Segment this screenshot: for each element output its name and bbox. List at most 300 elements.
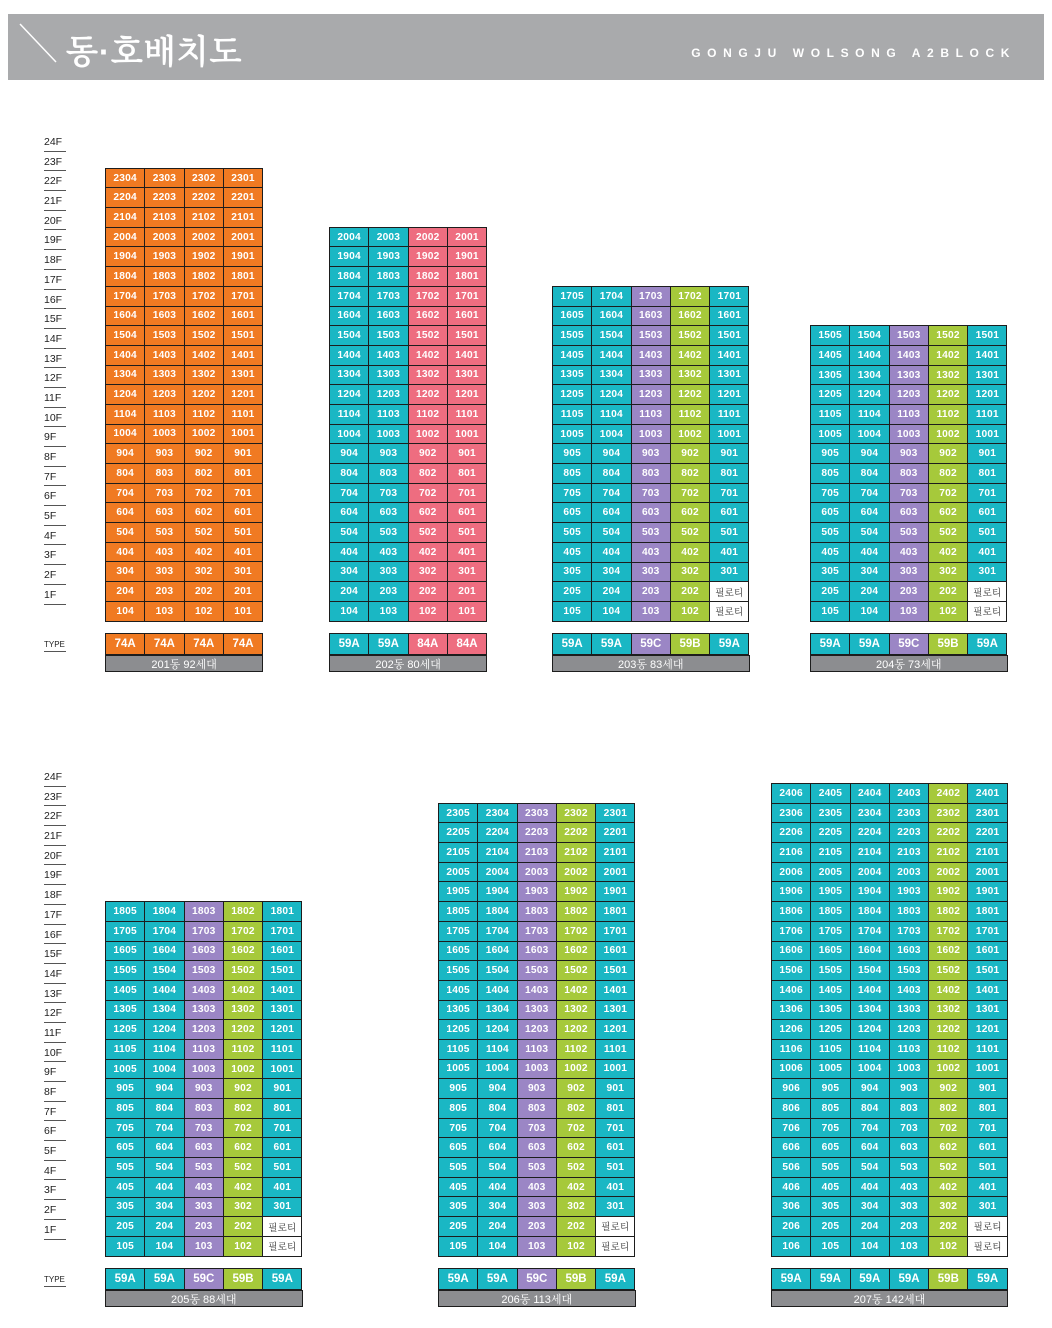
unit-cell: 2304 — [851, 804, 889, 823]
unit-cell: 1204 — [478, 1020, 516, 1039]
unit-cell: 504 — [592, 523, 630, 542]
unit-cell: 1202 — [671, 385, 709, 404]
unit-cell: 2105 — [439, 843, 477, 862]
type-cell: 74A — [185, 634, 223, 654]
unit-cell: 503 — [518, 1158, 556, 1177]
unit-cell: 1301 — [224, 366, 262, 385]
unit-cell: 202 — [929, 1217, 967, 1236]
unit-cell: 1604 — [106, 307, 144, 326]
unit-cell: 403 — [518, 1178, 556, 1197]
unit-cell: 603 — [518, 1138, 556, 1157]
building-202-name: 202동 80세대 — [329, 655, 487, 672]
unit-cell: 1401 — [448, 346, 486, 365]
unit-cell: 1903 — [518, 882, 556, 901]
unit-cell: 1003 — [890, 1060, 928, 1079]
unit-cell: 902 — [185, 444, 223, 463]
unit-cell: 2103 — [890, 843, 928, 862]
unit-cell: 104 — [106, 602, 144, 621]
unit-cell: 2005 — [439, 863, 477, 882]
unit-cell: 901 — [596, 1079, 634, 1098]
unit-cell: 903 — [890, 444, 928, 463]
unit-cell: 401 — [968, 1178, 1006, 1197]
unit-cell: 701 — [224, 484, 262, 503]
unit-cell: 602 — [557, 1138, 595, 1157]
unit-cell: 1001 — [968, 425, 1006, 444]
unit-cell: 1005 — [553, 425, 591, 444]
unit-cell: 604 — [851, 1138, 889, 1157]
unit-cell: 1001 — [710, 425, 748, 444]
piloti-cell: 필로티 — [596, 1237, 634, 1256]
unit-cell: 701 — [263, 1119, 301, 1138]
type-cell: 59A — [850, 634, 888, 654]
unit-cell: 1505 — [439, 961, 477, 980]
unit-cell: 604 — [478, 1138, 516, 1157]
unit-cell: 2205 — [439, 823, 477, 842]
unit-cell: 2303 — [890, 804, 928, 823]
unit-cell: 1205 — [811, 385, 849, 404]
unit-cell: 1604 — [592, 307, 630, 326]
unit-cell: 1402 — [929, 981, 967, 1000]
unit-cell: 1504 — [851, 961, 889, 980]
unit-cell: 302 — [224, 1198, 262, 1217]
unit-cell: 1803 — [369, 267, 407, 286]
unit-cell: 501 — [263, 1158, 301, 1177]
floor-label: 11F — [44, 1023, 66, 1043]
unit-cell: 1003 — [890, 425, 928, 444]
unit-cell: 602 — [671, 503, 709, 522]
unit-cell: 2002 — [185, 228, 223, 247]
unit-cell: 205 — [811, 582, 849, 601]
unit-cell: 1401 — [224, 346, 262, 365]
unit-cell: 1901 — [224, 247, 262, 266]
unit-cell: 1703 — [518, 922, 556, 941]
unit-cell: 1205 — [553, 385, 591, 404]
unit-cell: 605 — [106, 1138, 144, 1157]
unit-cell: 502 — [224, 1158, 262, 1177]
unit-cell: 202 — [671, 582, 709, 601]
unit-cell: 103 — [145, 602, 183, 621]
unit-cell: 1104 — [106, 405, 144, 424]
unit-cell: 1902 — [929, 882, 967, 901]
unit-cell: 1404 — [850, 346, 888, 365]
unit-cell: 802 — [224, 1099, 262, 1118]
unit-cell: 2406 — [772, 784, 810, 803]
unit-cell: 1202 — [557, 1020, 595, 1039]
unit-cell: 1305 — [811, 366, 849, 385]
unit-cell: 503 — [890, 1158, 928, 1177]
unit-cell: 601 — [263, 1138, 301, 1157]
unit-cell: 801 — [596, 1099, 634, 1118]
unit-cell: 2203 — [145, 188, 183, 207]
unit-cell: 804 — [592, 464, 630, 483]
unit-cell: 502 — [929, 523, 967, 542]
unit-cell: 604 — [330, 503, 368, 522]
unit-cell: 1502 — [929, 961, 967, 980]
unit-cell: 1804 — [851, 902, 889, 921]
floor-axis-bottom — [44, 767, 66, 1240]
unit-cell: 2304 — [478, 804, 516, 823]
piloti-cell: 필로티 — [263, 1237, 301, 1256]
unit-cell: 904 — [330, 444, 368, 463]
unit-cell: 1001 — [263, 1060, 301, 1079]
unit-cell: 403 — [185, 1178, 223, 1197]
unit-cell: 1505 — [811, 326, 849, 345]
unit-cell: 1203 — [518, 1020, 556, 1039]
unit-cell: 1305 — [811, 1001, 849, 1020]
unit-cell: 1101 — [596, 1040, 634, 1059]
unit-cell: 1103 — [518, 1040, 556, 1059]
unit-cell: 404 — [145, 1178, 183, 1197]
floor-label: 11F — [44, 388, 66, 408]
unit-cell: 1506 — [772, 961, 810, 980]
unit-cell: 403 — [890, 1178, 928, 1197]
unit-cell: 403 — [145, 543, 183, 562]
unit-cell: 1003 — [185, 1060, 223, 1079]
unit-cell: 303 — [185, 1198, 223, 1217]
unit-cell: 304 — [592, 563, 630, 582]
unit-cell: 504 — [478, 1158, 516, 1177]
unit-cell: 601 — [596, 1138, 634, 1157]
unit-cell: 1405 — [811, 346, 849, 365]
unit-cell: 202 — [929, 582, 967, 601]
building-204-type-row — [810, 633, 1007, 655]
unit-cell: 505 — [106, 1158, 144, 1177]
unit-cell: 2106 — [772, 843, 810, 862]
unit-cell: 102 — [671, 602, 709, 621]
unit-cell: 1106 — [772, 1040, 810, 1059]
unit-cell: 505 — [811, 1158, 849, 1177]
unit-cell: 305 — [811, 1197, 849, 1216]
unit-cell: 602 — [929, 1138, 967, 1157]
unit-cell: 804 — [850, 464, 888, 483]
unit-cell: 1304 — [145, 1001, 183, 1020]
unit-cell: 801 — [968, 464, 1006, 483]
type-label-bottom: TYPE — [44, 1272, 66, 1287]
unit-cell: 1701 — [263, 922, 301, 941]
unit-cell: 105 — [553, 602, 591, 621]
unit-cell: 502 — [557, 1158, 595, 1177]
floor-label: 24F — [44, 132, 66, 152]
unit-cell: 2002 — [409, 228, 447, 247]
unit-cell: 204 — [478, 1217, 516, 1236]
unit-cell: 1705 — [811, 922, 849, 941]
unit-cell: 104 — [478, 1237, 516, 1256]
unit-cell: 1802 — [557, 902, 595, 921]
unit-cell: 1406 — [772, 981, 810, 1000]
floor-label: 19F — [44, 230, 66, 250]
unit-cell: 1306 — [772, 1001, 810, 1020]
unit-cell: 1701 — [596, 922, 634, 941]
unit-cell: 1003 — [145, 425, 183, 444]
floor-label: 22F — [44, 806, 66, 826]
unit-cell: 2203 — [890, 823, 928, 842]
building-205-type-row — [105, 1268, 302, 1290]
unit-cell: 1202 — [929, 385, 967, 404]
floor-label: 6F — [44, 486, 66, 506]
unit-cell: 904 — [592, 444, 630, 463]
unit-cell: 1204 — [330, 385, 368, 404]
unit-cell: 1304 — [478, 1001, 516, 1020]
unit-cell: 1304 — [330, 366, 368, 385]
unit-cell: 1305 — [106, 1001, 144, 1020]
unit-cell: 1302 — [929, 1001, 967, 1020]
unit-cell: 1006 — [772, 1060, 810, 1079]
building-202-grid — [329, 227, 487, 622]
unit-cell: 2005 — [811, 863, 849, 882]
unit-cell: 704 — [330, 484, 368, 503]
unit-cell: 1302 — [224, 1001, 262, 1020]
unit-cell: 1203 — [369, 385, 407, 404]
unit-cell: 604 — [106, 503, 144, 522]
unit-cell: 2203 — [518, 823, 556, 842]
unit-cell: 1503 — [890, 326, 928, 345]
unit-cell: 2202 — [185, 188, 223, 207]
unit-cell: 903 — [518, 1079, 556, 1098]
page-title: 동·호배치도 — [66, 33, 243, 70]
unit-cell: 1501 — [710, 326, 748, 345]
unit-cell: 1604 — [145, 942, 183, 961]
unit-cell: 703 — [518, 1119, 556, 1138]
unit-cell: 1003 — [369, 425, 407, 444]
unit-cell: 1902 — [409, 247, 447, 266]
unit-cell: 1801 — [596, 902, 634, 921]
unit-cell: 304 — [850, 563, 888, 582]
unit-cell: 1703 — [890, 922, 928, 941]
unit-cell: 402 — [557, 1178, 595, 1197]
unit-cell: 303 — [890, 563, 928, 582]
unit-cell: 1201 — [263, 1020, 301, 1039]
unit-cell: 1401 — [596, 981, 634, 1000]
unit-cell: 1004 — [145, 1060, 183, 1079]
unit-cell: 1105 — [106, 1040, 144, 1059]
unit-cell: 1705 — [553, 287, 591, 306]
unit-cell: 1201 — [710, 385, 748, 404]
unit-cell: 1005 — [811, 425, 849, 444]
unit-cell: 202 — [409, 582, 447, 601]
unit-cell: 102 — [557, 1237, 595, 1256]
unit-cell: 301 — [596, 1197, 634, 1216]
type-cell: 59A — [772, 1269, 810, 1289]
unit-cell: 1602 — [185, 307, 223, 326]
unit-cell: 502 — [409, 523, 447, 542]
unit-cell: 1705 — [106, 922, 144, 941]
unit-cell: 1602 — [671, 307, 709, 326]
unit-cell: 1401 — [968, 981, 1006, 1000]
unit-cell: 605 — [811, 503, 849, 522]
floor-label: 13F — [44, 349, 66, 369]
unit-cell: 1505 — [553, 326, 591, 345]
type-cell: 59A — [106, 1269, 144, 1289]
unit-cell: 1202 — [409, 385, 447, 404]
unit-cell: 702 — [185, 484, 223, 503]
unit-cell: 2003 — [518, 863, 556, 882]
type-cell: 59A — [592, 634, 630, 654]
floor-label: 22F — [44, 171, 66, 191]
unit-cell: 503 — [369, 523, 407, 542]
unit-cell: 203 — [518, 1217, 556, 1236]
type-cell: 59B — [929, 1269, 967, 1289]
unit-cell: 204 — [106, 582, 144, 601]
unit-cell: 804 — [330, 464, 368, 483]
building-205-name: 205동 88세대 — [105, 1290, 303, 1307]
unit-cell: 701 — [710, 484, 748, 503]
unit-cell: 403 — [632, 543, 670, 562]
unit-cell: 602 — [409, 503, 447, 522]
unit-cell: 905 — [811, 444, 849, 463]
unit-cell: 304 — [145, 1198, 183, 1217]
unit-cell: 1404 — [478, 981, 516, 1000]
unit-cell: 603 — [890, 1138, 928, 1157]
unit-cell: 501 — [968, 1158, 1006, 1177]
unit-cell: 2404 — [851, 784, 889, 803]
floor-label: 23F — [44, 152, 66, 172]
unit-cell: 1705 — [439, 922, 477, 941]
unit-cell: 505 — [439, 1158, 477, 1177]
unit-cell: 1402 — [671, 346, 709, 365]
unit-cell: 1805 — [106, 902, 144, 921]
unit-cell: 301 — [224, 562, 262, 581]
unit-cell: 504 — [145, 1158, 183, 1177]
unit-cell: 103 — [890, 602, 928, 621]
diagonal-line-icon — [18, 22, 58, 66]
unit-cell: 1001 — [968, 1060, 1006, 1079]
type-cell: 59B — [557, 1269, 595, 1289]
unit-cell: 1403 — [145, 346, 183, 365]
unit-cell: 1801 — [224, 267, 262, 286]
unit-cell: 1103 — [369, 405, 407, 424]
piloti-cell: 필로티 — [710, 602, 748, 621]
floor-label: 5F — [44, 1141, 66, 1161]
unit-cell: 1303 — [890, 366, 928, 385]
unit-cell: 1603 — [632, 307, 670, 326]
unit-cell: 1604 — [330, 307, 368, 326]
unit-cell: 1602 — [409, 307, 447, 326]
unit-cell: 1903 — [890, 882, 928, 901]
piloti-cell: 필로티 — [968, 1237, 1006, 1256]
unit-cell: 1101 — [968, 1040, 1006, 1059]
unit-cell: 1401 — [263, 981, 301, 1000]
unit-cell: 1605 — [811, 942, 849, 961]
unit-cell: 204 — [330, 582, 368, 601]
unit-cell: 704 — [478, 1119, 516, 1138]
unit-cell: 1102 — [185, 405, 223, 424]
unit-cell: 1303 — [890, 1001, 928, 1020]
unit-cell: 602 — [185, 503, 223, 522]
unit-cell: 1703 — [632, 287, 670, 306]
unit-cell: 604 — [592, 503, 630, 522]
unit-cell: 1501 — [596, 961, 634, 980]
unit-cell: 602 — [929, 503, 967, 522]
unit-cell: 2305 — [439, 804, 477, 823]
unit-cell: 1804 — [145, 902, 183, 921]
unit-cell: 1505 — [106, 961, 144, 980]
unit-cell: 1503 — [890, 961, 928, 980]
unit-cell: 1404 — [851, 981, 889, 1000]
unit-cell: 1204 — [851, 1020, 889, 1039]
unit-cell: 1203 — [890, 1020, 928, 1039]
unit-cell: 2202 — [557, 823, 595, 842]
unit-cell: 1104 — [330, 405, 368, 424]
unit-cell: 601 — [968, 1138, 1006, 1157]
unit-cell: 1401 — [968, 346, 1006, 365]
floor-label: 7F — [44, 467, 66, 487]
unit-cell: 1801 — [968, 902, 1006, 921]
unit-cell: 2002 — [929, 863, 967, 882]
unit-cell: 704 — [850, 484, 888, 503]
unit-cell: 102 — [224, 1237, 262, 1256]
unit-cell: 1601 — [224, 307, 262, 326]
floor-label: 19F — [44, 865, 66, 885]
unit-cell: 102 — [929, 602, 967, 621]
unit-cell: 802 — [409, 464, 447, 483]
unit-cell: 303 — [632, 563, 670, 582]
unit-cell: 501 — [596, 1158, 634, 1177]
unit-cell: 603 — [145, 503, 183, 522]
unit-cell: 904 — [850, 444, 888, 463]
unit-cell: 1304 — [106, 366, 144, 385]
unit-cell: 603 — [185, 1138, 223, 1157]
unit-cell: 405 — [811, 1178, 849, 1197]
unit-cell: 1002 — [557, 1060, 595, 1079]
unit-cell: 702 — [929, 484, 967, 503]
unit-cell: 1802 — [409, 267, 447, 286]
unit-cell: 106 — [772, 1237, 810, 1256]
unit-cell: 702 — [671, 484, 709, 503]
unit-cell: 2006 — [772, 863, 810, 882]
unit-cell: 1804 — [330, 267, 368, 286]
unit-cell: 1204 — [106, 385, 144, 404]
unit-cell: 1201 — [968, 385, 1006, 404]
unit-cell: 605 — [553, 503, 591, 522]
unit-cell: 2002 — [557, 863, 595, 882]
unit-cell: 401 — [596, 1178, 634, 1197]
floor-label: 15F — [44, 309, 66, 329]
unit-cell: 1003 — [518, 1060, 556, 1079]
unit-cell: 1606 — [772, 942, 810, 961]
unit-cell: 1204 — [592, 385, 630, 404]
unit-cell: 1604 — [851, 942, 889, 961]
unit-cell: 1004 — [330, 425, 368, 444]
unit-cell: 1403 — [632, 346, 670, 365]
unit-cell: 1105 — [811, 1040, 849, 1059]
unit-cell: 1603 — [518, 942, 556, 961]
unit-cell: 404 — [478, 1178, 516, 1197]
unit-cell: 203 — [632, 582, 670, 601]
unit-cell: 205 — [106, 1217, 144, 1236]
unit-cell: 905 — [553, 444, 591, 463]
unit-cell: 2202 — [929, 823, 967, 842]
unit-cell: 702 — [409, 484, 447, 503]
building-201-type-row — [105, 633, 263, 655]
unit-cell: 1704 — [145, 922, 183, 941]
unit-cell: 303 — [369, 562, 407, 581]
building-207-type-row — [771, 1268, 1008, 1290]
unit-cell: 304 — [330, 562, 368, 581]
unit-cell: 1704 — [592, 287, 630, 306]
unit-cell: 105 — [811, 602, 849, 621]
unit-cell: 1604 — [478, 942, 516, 961]
unit-cell: 104 — [850, 602, 888, 621]
unit-cell: 104 — [145, 1237, 183, 1256]
unit-cell: 505 — [553, 523, 591, 542]
unit-cell: 704 — [851, 1119, 889, 1138]
unit-cell: 404 — [850, 543, 888, 562]
unit-cell: 1801 — [263, 902, 301, 921]
unit-cell: 805 — [439, 1099, 477, 1118]
unit-cell: 204 — [851, 1217, 889, 1236]
floor-label: 4F — [44, 526, 66, 546]
unit-cell: 1203 — [185, 1020, 223, 1039]
